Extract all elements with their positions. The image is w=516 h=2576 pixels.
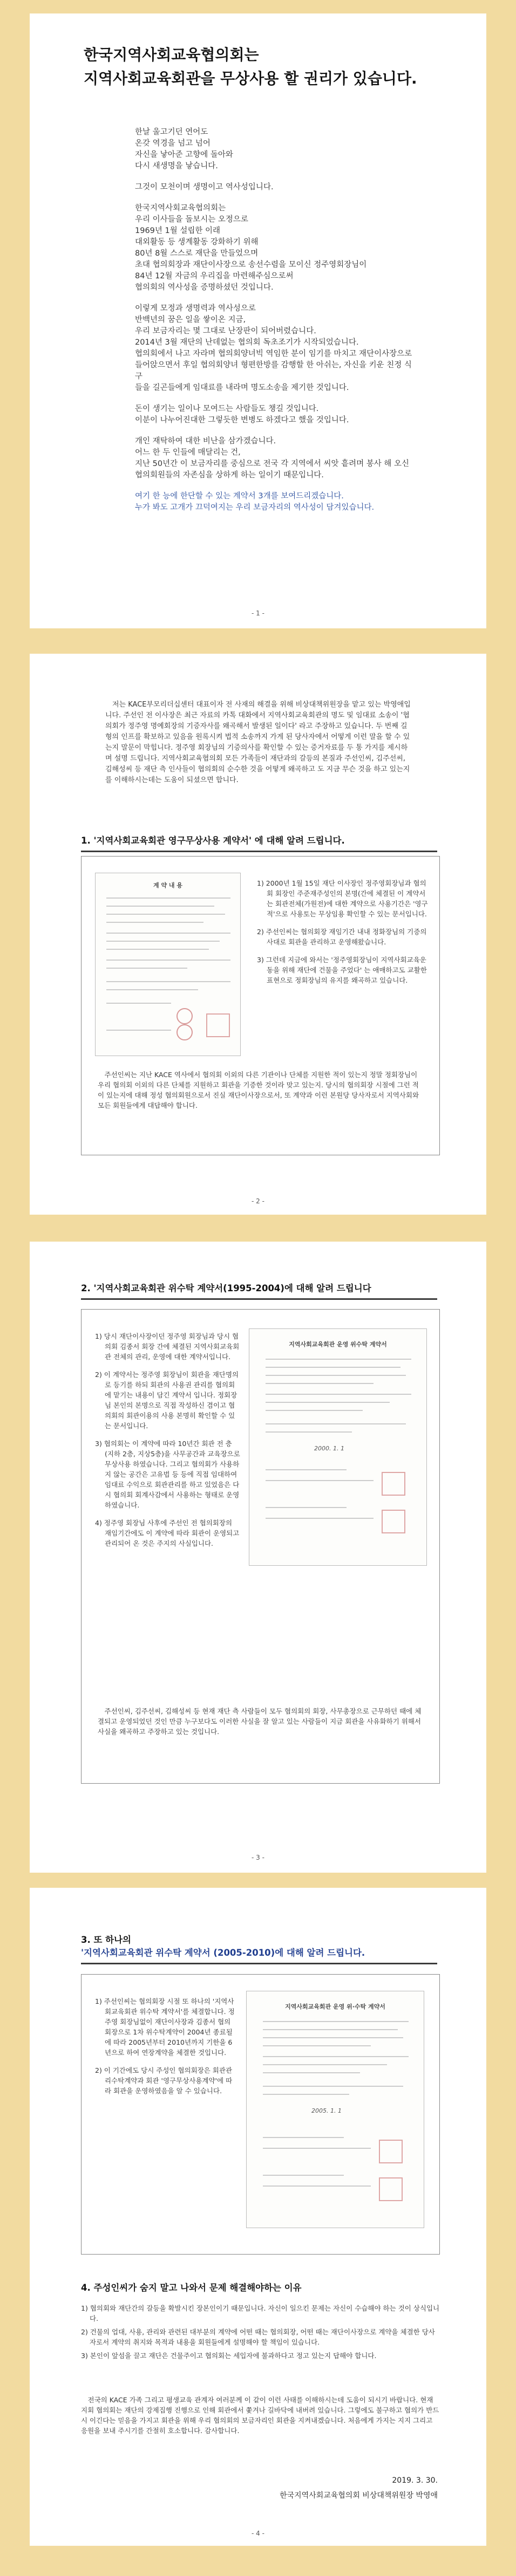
poem-line: 어느 한 두 인들에 매달리는 건, [135,448,241,457]
poem-line: 온갖 역경을 넘고 넘어 [135,139,211,148]
poem-line: 협의회원들의 자존심을 상하게 하는 일이기 때문입니다. [135,471,324,479]
poem-line: 84년 12월 자금의 우리집을 마련해주심으로써 [135,272,294,280]
poem-line: 개인 재탁하여 대한 비난을 삼가겠습니다. [135,437,276,446]
poem-line: 돈이 생기는 일이나 모여드는 사람들도 챙길 것입니다. [135,405,319,413]
signature: 한국지역사회교육협의회 비상대책위원장 박영애 [280,2491,438,2500]
closing-paragraph: 전국의 KACE 가족 그리고 평생교육 관계자 여러분께 이 같이 이런 사태를 이해하시는데 도움이 되시기 바랍니다. 현재 지회 협의회는 재단의 강제집행 진행으로 인해 회관에서 쫓겨나 길바닥에 내버려 있습니다. 그렇에도 불구하고 협의가 반드시 이긴다는 믿음을 가지고 회관을 위해 우리 협의회의 보금자리인 회관을 지켜내겠습니다. 처음에게 가지는 지지 그리고 응원을 보내 주시기를 간절히 호소합니다. 감사합니다. [81,2396,439,2435]
poem-line: 누가 봐도 고개가 끄덕여지는 우리 보금자리의 역사성이 담겨있습니다. [135,503,375,512]
bullet-list: 1) 당시 재단이사장이던 정주영 회장님과 당시 협의회 김종서 회장 간에 체결된 지역사회교육회관 전체의 관리, 운영에 대한 계약서입니다. 2) 이 계약서는 정주영 회장님이 회관을 재단명의로 등기를 하되 회관의 사용권 관리를 협의회에 맡기는 내용이 담긴 계약서 입니다. 정회장님 본인의 본명으로 직접 작성하신 겸이고 협의회의 회관이용의 사용 본명히 확인할 수 있는 문서입니다. 3) 협의회는 이 계약에 따라 10년간 회관 전 층(지하 2층, 지상5층)을 사무공간과 교육장으로 무상사용 하였습니다. 그리고 협의회가 사용하지 않는 공간은 고유법 등 등에 직접 임대하여 임대료 수익으로 회관관리를 하고 있었음은 다시 협의회 회계사감에서 사용하는 형태로 운영하였습니다. 4) 정주영 회장님 사후에 주선인 전 협의회장의 재임기간에도 이 계약에 따라 회관이 운영되고 관리되어 온 것은 주지의 사실입니다. [95,1332,240,1547]
poem-line: 여기 한 능에 한단할 수 있는 계약서 3개를 보여드리겠습니다. [135,492,344,501]
seal-stamp [206,1013,230,1037]
poem-line: 다시 새생명을 낳습니다. [135,162,218,170]
poem-stanza [135,203,416,293]
seal-stamp [379,2140,403,2163]
bullet-list: 1) 주선인씨는 협의회장 시절 또 하나의 '지역사회교육회관 위수탁 계약서'를 체결합니다. 정주영 회장님없이 재단이사장과 김종서 협의회장으로 1차 위수탁계약이 2004년 종료될에 따라 2005년부터 2010년까지 기한을 6년으로 하여 연장계약을 체결한 것입니다. 2) 이 기간에도 당시 주성인 협의회장은 회관관리수탁계약과 회관 '영구무상사용계약'에 따라 회관을 운영하였음을 알 수 있습니다. [95,1997,235,2095]
poem-line: 반백년의 꿈은 일을 쌓이온 지금, [135,316,246,324]
poem-line: 초대 협의회장과 재단이사장으로 송선수렴을 모이신 정주영회장님이 [135,261,367,269]
section-title: 1. '지역사회교육회관 영구무상사용 계약서' 에 대해 알려 드립니다. [81,834,437,852]
poem-line: 협의회의 역사성을 증명하셨던 것입니다. [135,283,274,292]
poem-line: 대외활동 등 생계활동 강화하기 위해 [135,238,259,246]
page-3 [30,1242,486,1873]
contract-image: 계 약 내 용 [95,873,241,1056]
poem-line: 80년 8월 스스로 재단을 만들었으며 [135,249,259,258]
poem-stanza [135,403,416,426]
poem-stanza [135,303,416,394]
seal-stamp [379,2177,403,2201]
intro-paragraph: 저는 KACE부모리더십센터 대표이자 전 사재의 해결을 위해 비상대책위원장을 맡고 있는 박영애입니다. 주선인 전 이사장은 최근 자료의 카톡 대화에서 지역사회교육회관의 명도 및 임대료 소송이 '협의회가 정주영 명예회장의 기증자사를 왜곡해서 발생된 일이다' 라고 주장하고 있습니다. 두 번째 길형의 인프를 확보하고 있음을 원록시켜 법적 소송까지 가게 된 당사자에서 어떻게 이런 말을 할 수 있는지 말문이 막힙니다. 정주영 회장님의 기증의사를 확인할 수 있는 증거자료를 두 통 가지를 제시하며 설명 드립니다. 지역사회교육협의회 모든 가족들이 재단과의 갈등의 본질과 주선인씨, 김주선씨, 김해성씨 등 재단 측 인사들이 협의회의 순수한 것을 어떻게 왜곡하고 도 지금 무슨 것을 하고 있는지를 이해하시는데는 도움이 되셨으면 합니다. [105,701,411,784]
page-4 [30,1888,486,2546]
poem-line: 2014년 3월 재단의 난데없는 협의회 독초조기가 시작되었습니다. [135,338,359,347]
page-number: - 2 - [252,1197,264,1205]
poem-line: 이렇게 모정과 생명력과 역사성으로 [135,304,256,313]
poem-line: 들을 길곤들에게 임대료를 내라며 명도소송을 제기한 것입니다. [135,383,349,392]
poem-line: 이분이 나누어진대한 그렇듯한 변병도 하겠다고 했을 것입니다. [135,416,349,424]
signature-block [280,2473,438,2503]
poem-stanza [135,491,416,513]
section-title: 4. 주성인씨가 숨지 말고 나와서 문제 해결해야하는 이유 [81,2283,302,2293]
poem-line: 한국지역사회교육협의회는 [135,204,226,213]
seal-stamp [176,1008,193,1024]
section-title: 2. '지역사회교육회관 위수탁 계약서(1995-2004)에 대해 알려 드립니다 [81,1282,437,1300]
poem-line: 들어앉으면서 후일 협의회양녀 형편한방를 감행할 한 아쉬는, 자신을 키운 친정 식구 [135,361,412,381]
seal-stamp [382,1472,405,1496]
poem-line: 우리 이사들을 돌보시는 오정으로 [135,215,248,224]
document-frame [81,1309,440,1784]
poem-line: 한날 울고기던 연어도 [135,128,208,136]
page-title: 한국지역사회교육협의회는 지역사회교육회관을 무상사용 할 권리가 있습니다. [84,46,417,87]
page-2 [30,654,486,1215]
poem-stanza [135,127,416,172]
document-frame [81,1974,440,2255]
poem-line: 우리 보금자리는 몇 그대로 난장판이 되어버렸습니다. [135,327,316,335]
poem-stanza [135,182,416,193]
date: 2019. 3. 30. [392,2476,438,2485]
poem-line: 협의회에서 나고 자라며 협의회양녀빅 역임한 분이 임기를 마치고 재단이사장으로 [135,350,412,358]
poem-body [135,127,416,523]
section-title: 3. 또 하나의 '지역사회교육회관 위수탁 계약서 (2005-2010)에 대해 알려 드립니다. [81,1934,437,1964]
page-number: - 3 - [252,1854,264,1861]
page-number: - 1 - [252,609,264,617]
contract-image: 지역사회교육회관 운영 위·수탁 계약서 2005. 1. 1 [246,1991,424,2228]
seal-stamp [176,1024,193,1040]
poem-line: 자신을 낳아준 고향에 돌아와 [135,150,233,159]
document-frame [81,856,440,1155]
poem-line: 그것이 모천이며 생명이고 역사성입니다. [135,183,274,191]
page-1 [30,13,486,628]
poem-stanza [135,436,416,481]
page-number: - 4 - [252,2530,264,2537]
poem-line: 지난 50년간 이 보금자리를 중심으로 전국 각 지역에서 씨앗 흩려며 봉사 해 오신 [135,460,409,468]
closing-paragraph: 주선인씨는 지난 KACE 역사에서 협의회 이외의 다른 기관이나 단체를 지원한 적이 있는지 정말 정회장님이 우리 협의회 이외의 다른 단체를 지원하고 회관을 기증한 것이라 맞고 있는지. 당시의 협의회장 시절에 그런 적이 있는지에 대해 정성 협의회원으로서 진실 재단이사장으로서, 또 계약과 이런 본원당 당사자로서 지역사회와 모든 회원들에게 대답해야 합니다. [98,1071,419,1109]
contract-image: 지역사회교육회관 운영 위수탁 계약서 2000. 1. 1 [249,1328,427,1566]
seal-stamp [382,1510,405,1533]
closing-paragraph: 주선인씨, 김주선씨, 김해성씨 등 현재 재단 측 사람들이 모두 협의회의 회장, 사무총장으로 근무하던 때에 체결되고 운영되었던 것인 만큼 누구보다도 이러한 사실을 잘 알고 있는 사람들이 지금 회관을 사유화하기 위해서 사실을 왜곡하고 주장하고 있는 것입니다. [98,1707,422,1736]
bullet-list: 1) 2000년 1월 15일 재단 이사장인 정주영회장님과 협의회 회장인 주준재주성인의 본명(간에 체결된 이 계약서는 회관전체(가원전)에 대한 계약으로 사용기간은 '영구적'으로 사용토는 무상임용 확인할 수 있는 문서입니다. 2) 주선인씨는 협의회장 재임기간 내내 정화장님의 기증의사대로 회관을 관리하고 운영해왔습니다. 3) 그런데 지금에 와서는 '정주영회장님이 지역사회교육운동을 위해 재단에 건물을 주었다' 는 애매하고도 교활한 표현으로 정회장님의 유지를 왜곡하고 있습니다. [257,879,428,984]
poem-line: 1969년 1월 설립한 이래 [135,227,221,235]
reason-list: 1) 협의회와 재단간의 갈등을 확발시킨 장본인이기 때문입니다. 자신이 일으킨 문제는 자신이 수습해야 하는 것이 상식입니다. 2) 건물의 업대, 사용, 관리와 관련된 대부분의 계약에 어떤 때는 협의회장, 어떤 때는 재단이사장으로 계약을 체결한 당사자로서 계약의 취지와 목적과 내용을 회원들에게 설명해야 할 책임이 있습니다. 3) 본인이 앞섬을 끌고 재단은 건물주이고 협의회는 세입자에 불과하다고 정고 있는지 답해야 합니다. [81,2304,440,2360]
